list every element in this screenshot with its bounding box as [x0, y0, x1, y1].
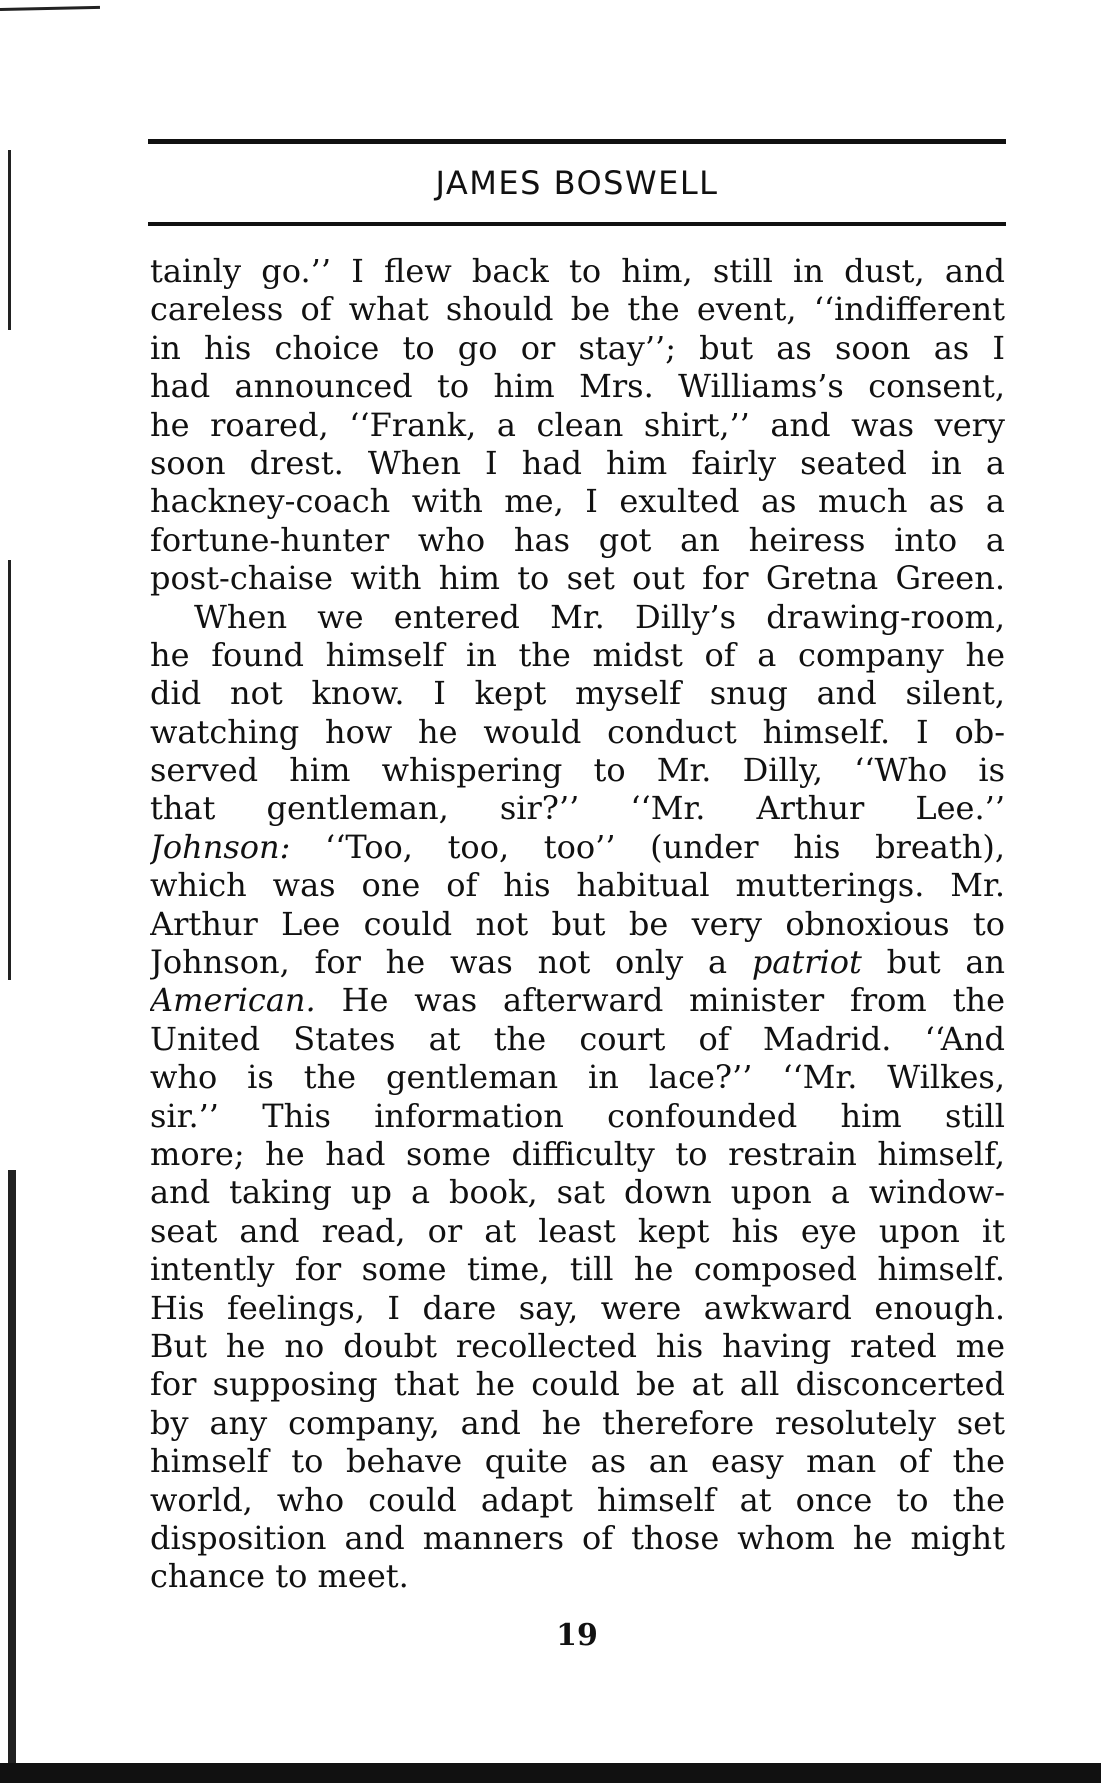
page-number: 19: [556, 1618, 598, 1653]
text-line: sir.’’ This information confounded him still: [150, 1096, 1005, 1135]
binding-shadow-3: [8, 1170, 16, 1770]
text-line-mixed: [150, 828, 1005, 866]
text-line: that gentleman, sir?’’ ‘‘Mr. Arthur Lee.’’: [150, 789, 1005, 828]
text-line: had announced to him Mrs. Williams’s consent,: [150, 367, 1005, 406]
scan-edge-mark: [0, 6, 100, 11]
text-line: world, who could adapt himself at once to the: [150, 1480, 1005, 1519]
binding-shadow-2: [8, 560, 11, 980]
text-segment: ‘‘Too, too, too’’ (under his breath),: [325, 827, 1005, 866]
text-line: tainly go.’’ I flew back to him, still in dust, and: [150, 252, 1005, 290]
text-line: and taking up a book, sat down upon a window-: [150, 1173, 1005, 1212]
text-line: But he no doubt recollected his having rated me: [150, 1326, 1005, 1365]
text-line: served him whispering to Mr. Dilly, ‘‘Who is: [150, 751, 1005, 790]
text-line-last: chance to meet.: [150, 1557, 409, 1596]
text-line: who is the gentleman in lace?’’ ‘‘Mr. Wilkes,: [150, 1058, 1005, 1097]
text-line: careless of what should be the event, ‘‘indifferent: [150, 290, 1005, 329]
header-rule-top: [148, 139, 1006, 144]
body-text: [150, 252, 1005, 1596]
binding-shadow-1: [8, 150, 11, 330]
text-line: he found himself in the midst of a company he: [150, 635, 1005, 674]
text-line: United States at the court of Madrid. ‘‘And: [150, 1019, 1005, 1058]
text-segment: but an: [861, 943, 1005, 982]
text-line: hackney-coach with me, I exulted as much as a: [150, 482, 1005, 521]
scan-bottom-edge: [0, 1763, 1101, 1783]
text-line: for supposing that he could be at all disconcerted: [150, 1365, 1005, 1404]
text-line: which was one of his habitual mutterings. Mr.: [150, 866, 1005, 905]
running-title: JAMES BOSWELL: [435, 164, 719, 202]
text-line: in his choice to go or stay’’; but as soon as I: [150, 328, 1005, 367]
emphasis-patriot: patriot: [751, 943, 862, 982]
text-segment: Johnson, for he was not only a: [150, 943, 728, 982]
text-line: seat and read, or at least kept his eye upon it: [150, 1211, 1005, 1250]
text-line: fortune-hunter who has got an heiress into a: [150, 520, 1005, 559]
emphasis-american: American.: [150, 981, 316, 1020]
text-line: he roared, ‘‘Frank, a clean shirt,’’ and was very: [150, 405, 1005, 444]
text-line: post-chaise with him to set out for Gretna Green.: [150, 559, 1005, 598]
text-line: disposition and manners of those whom he might: [150, 1518, 1005, 1557]
text-line: himself to behave quite as an easy man of the: [150, 1442, 1005, 1481]
text-line-mixed: [150, 943, 1005, 981]
text-line: more; he had some difficulty to restrain himself,: [150, 1134, 1005, 1173]
text-line: watching how he would conduct himself. I ob-: [150, 712, 1005, 751]
text-line: Arthur Lee could not but be very obnoxious to: [150, 904, 1005, 943]
text-segment: He was afterward minister from the: [341, 981, 1005, 1020]
text-line: intently for some time, till he composed himself.: [150, 1250, 1005, 1289]
text-line: by any company, and he therefore resolutely set: [150, 1403, 1005, 1442]
text-line-mixed: [150, 981, 1005, 1019]
speaker-label: Johnson:: [150, 827, 291, 866]
header-rule-bottom: [148, 222, 1006, 226]
text-line: soon drest. When I had him fairly seated in a: [150, 443, 1005, 482]
text-line: did not know. I kept myself snug and silent,: [150, 674, 1005, 713]
text-line: His feelings, I dare say, were awkward enough.: [150, 1288, 1005, 1327]
paragraph-start-line: When we entered Mr. Dilly’s drawing-room,: [194, 597, 1005, 636]
